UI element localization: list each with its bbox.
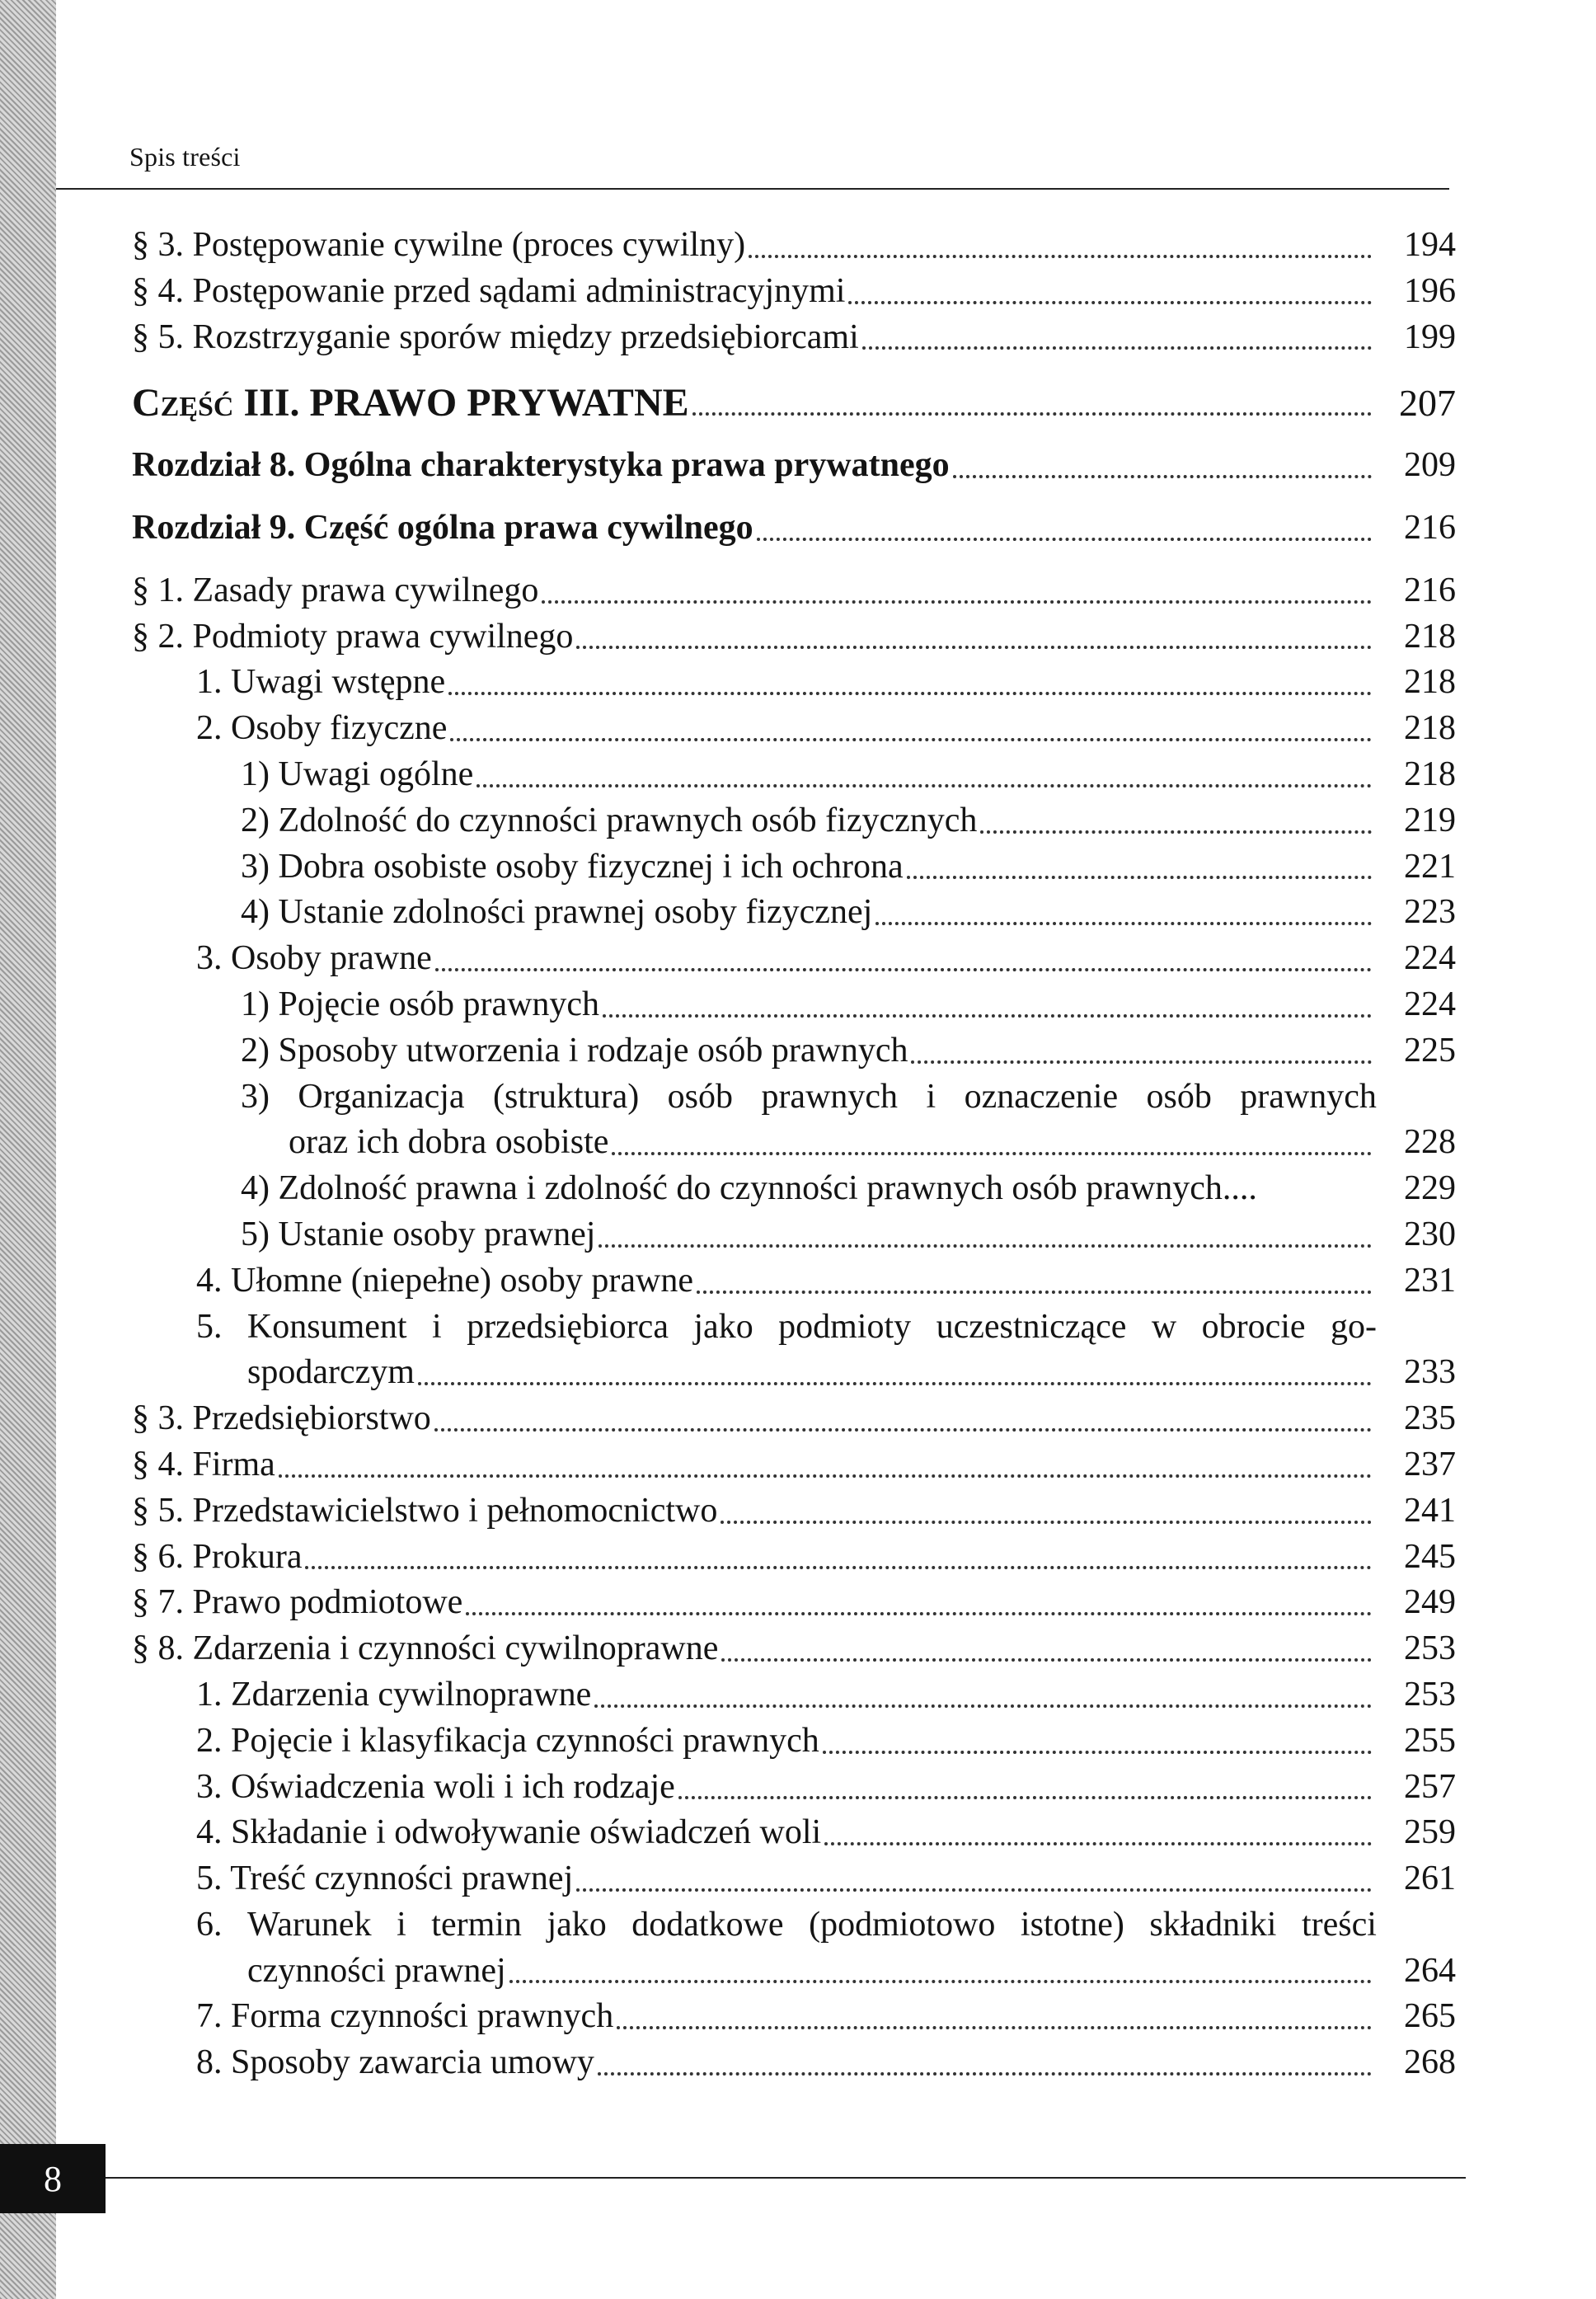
toc-entry-title: 5. Treść czynności prawnej: [196, 1859, 574, 1898]
toc-entry-page: 221: [1404, 847, 1456, 886]
toc-entry: [132, 936, 1456, 982]
toc-entry-title: 4) Ustanie zdolności prawnej osoby fizycznej: [241, 893, 873, 932]
toc-entry-title: 2) Zdolność do czynności prawnych osób fizycznych: [241, 801, 978, 839]
dot-leader: [757, 538, 1372, 541]
toc-entry-title: § 6. Prokura: [132, 1537, 303, 1576]
toc-chapter-heading: [132, 505, 1456, 552]
toc-entry: [132, 1994, 1456, 2040]
toc-entry: [132, 1396, 1456, 1442]
toc-entry-page: 268: [1404, 2043, 1456, 2082]
toc-entry-page: 231: [1404, 1261, 1456, 1300]
toc-entry: [132, 844, 1456, 891]
toc-entry-wrapped: [132, 1902, 1456, 1995]
toc-entry: [132, 1535, 1456, 1581]
toc-entry-title-line1: 6. Warunek i termin jako dodatkowe (podmiotowo istotne) składniki treści: [196, 1905, 1377, 1944]
toc-entry-page: 261: [1404, 1859, 1456, 1898]
footer-rule: [106, 2177, 1466, 2179]
toc-entry-page: 223: [1404, 893, 1456, 932]
dot-leader: [598, 1244, 1372, 1248]
dot-leader: [476, 784, 1372, 787]
toc-entry-title: § 8. Zdarzenia i czynności cywilnoprawne: [132, 1629, 719, 1668]
toc-entry-title: 2. Pojęcie i klasyfikacja czynności prawnych: [196, 1721, 819, 1760]
dot-leader: [749, 255, 1372, 258]
toc-entry: [132, 1258, 1456, 1305]
toc-entry-page: 259: [1404, 1813, 1456, 1852]
toc-entry-title: 4. Ułomne (niepełne) osoby prawne: [196, 1261, 693, 1300]
toc-entry-title: 3) Dobra osobiste osoby fizycznej i ich ochrona: [241, 847, 904, 886]
dot-leader: [824, 1842, 1372, 1845]
dot-leader: [692, 412, 1372, 416]
dot-leader: [598, 2072, 1372, 2076]
toc-entry-page: 207: [1399, 382, 1456, 425]
table-of-contents: [132, 223, 1456, 2086]
toc-part-heading: [132, 380, 1456, 426]
toc-entry-title: 1) Pojęcie osób prawnych: [241, 985, 600, 1023]
toc-entry-title: § 3. Postępowanie cywilne (proces cywilny): [132, 226, 746, 264]
page-number-box: 8: [0, 2144, 106, 2213]
dot-leader: [848, 301, 1372, 304]
toc-entry-page: 253: [1404, 1675, 1456, 1714]
toc-entry: [132, 1028, 1456, 1074]
toc-entry-page: 249: [1404, 1583, 1456, 1622]
dot-leader: [1260, 1198, 1372, 1201]
part-prefix: Część: [132, 381, 234, 425]
toc-entry: [132, 752, 1456, 798]
dot-leader: [466, 1612, 1372, 1615]
toc-entry-page: 218: [1404, 617, 1456, 656]
toc-entry-page: 219: [1404, 801, 1456, 839]
dot-leader: [542, 600, 1372, 604]
toc-entry-page: 216: [1404, 571, 1456, 609]
toc-entry-page: 228: [1404, 1123, 1456, 1162]
dot-leader: [594, 1704, 1372, 1708]
toc-entry-page: 237: [1404, 1445, 1456, 1483]
toc-entry: [132, 1442, 1456, 1488]
dot-leader: [721, 1521, 1372, 1524]
toc-entry-title: 5) Ustanie osoby prawnej: [241, 1215, 596, 1253]
toc-entry: [132, 660, 1456, 706]
toc-entry: [132, 1212, 1456, 1258]
toc-entry-page: 194: [1404, 226, 1456, 264]
toc-entry-page: 229: [1404, 1169, 1456, 1208]
toc-entry-title: 2. Osoby fizyczne: [196, 709, 448, 748]
dot-leader: [617, 2026, 1372, 2029]
dot-leader: [305, 1566, 1372, 1569]
toc-entry: [132, 223, 1456, 269]
toc-entry-page: 224: [1404, 939, 1456, 978]
toc-entry-title: Rozdział 9. Część ogólna prawa cywilnego: [132, 508, 753, 547]
toc-entry: [132, 1672, 1456, 1718]
dot-leader: [721, 1658, 1372, 1662]
toc-entry-title-line1: 3) Organizacja (struktura) osób prawnych i oznaczenie osób prawnych: [241, 1077, 1377, 1116]
dot-leader: [418, 1382, 1372, 1385]
toc-entry-wrapped: [132, 1305, 1456, 1397]
toc-entry-title: 4. Składanie i odwoływanie oświadczeń woli: [196, 1813, 822, 1852]
toc-entry-title: § 5. Rozstrzyganie sporów między przedsiębiorcami: [132, 317, 859, 356]
dot-leader: [907, 876, 1372, 879]
toc-entry-page: 264: [1404, 1951, 1456, 1990]
toc-entry-title: § 4. Postępowanie przed sądami administracyjnymi: [132, 271, 846, 310]
toc-entry-title: § 4. Firma: [132, 1445, 275, 1483]
dot-leader: [576, 646, 1372, 649]
part-title: III. PRAWO PRYWATNE: [243, 381, 689, 425]
toc-entry-title-line2: czynności prawnej: [247, 1951, 506, 1990]
toc-entry: [132, 1580, 1456, 1626]
toc-entry-title: § 5. Przedstawicielstwo i pełnomocnictwo: [132, 1491, 718, 1530]
toc-entry: [132, 1810, 1456, 1856]
dot-leader: [953, 475, 1372, 478]
toc-entry-page: 225: [1404, 1031, 1456, 1070]
toc-entry-title: § 1. Zasady prawa cywilnego: [132, 571, 539, 609]
toc-entry: [132, 614, 1456, 661]
toc-entry-title: 3. Osoby prawne: [196, 939, 432, 978]
toc-entry-title-line2: oraz ich dobra osobiste: [289, 1123, 609, 1162]
dot-leader: [823, 1751, 1372, 1754]
dot-leader: [697, 1291, 1372, 1294]
toc-entry: [132, 1718, 1456, 1765]
scan-edge-texture: [0, 0, 56, 2299]
toc-entry-page: 230: [1404, 1215, 1456, 1253]
dot-leader: [279, 1474, 1372, 1478]
toc-entry-page: 265: [1404, 1997, 1456, 2036]
toc-entry-page: 196: [1404, 271, 1456, 310]
toc-entry-title: 2) Sposoby utworzenia i rodzaje osób prawnych: [241, 1031, 908, 1070]
toc-entry-page: 257: [1404, 1767, 1456, 1806]
toc-entry-page: 241: [1404, 1491, 1456, 1530]
toc-entry-title: 1. Uwagi wstępne: [196, 663, 446, 702]
toc-entry: [132, 315, 1456, 361]
toc-entry-title: 1. Zdarzenia cywilnoprawne: [196, 1675, 592, 1714]
dot-leader: [434, 1428, 1372, 1432]
toc-entry-page: 224: [1404, 985, 1456, 1023]
toc-entry-title: 1) Uwagi ogólne: [241, 755, 474, 793]
toc-entry-title: Rozdział 8. Ogólna charakterystyka prawa prywatnego: [132, 446, 950, 485]
toc-entry-page: 233: [1404, 1353, 1456, 1392]
dot-leader: [450, 738, 1372, 741]
toc-entry-title: 8. Sposoby zawarcia umowy: [196, 2043, 594, 2082]
toc-entry: [132, 982, 1456, 1028]
toc-entry-title: § 7. Prawo podmiotowe: [132, 1583, 463, 1622]
dot-leader: [862, 346, 1372, 350]
toc-entry-title: 7. Forma czynności prawnych: [196, 1997, 614, 2036]
dot-leader: [875, 922, 1372, 925]
toc-entry-page: 216: [1404, 508, 1456, 547]
dot-leader: [911, 1060, 1372, 1064]
toc-entry: [132, 798, 1456, 844]
toc-entry-page: 199: [1404, 317, 1456, 356]
toc-entry-page: 253: [1404, 1629, 1456, 1668]
toc-entry-title: § 2. Podmioty prawa cywilnego: [132, 617, 574, 656]
toc-entry-page: 218: [1404, 663, 1456, 702]
toc-chapter-heading: [132, 443, 1456, 489]
toc-entry: [132, 1488, 1456, 1535]
toc-entry-title: 4) Zdolność prawna i zdolność do czynności prawnych osób prawnych....: [241, 1169, 1257, 1208]
toc-entry: [132, 1166, 1456, 1212]
toc-entry: [132, 568, 1456, 614]
dot-leader: [612, 1152, 1372, 1155]
toc-entry: [132, 269, 1456, 315]
toc-entry: [132, 890, 1456, 936]
header-rule: [56, 188, 1449, 190]
toc-entry-title: 3. Oświadczenia woli i ich rodzaje: [196, 1767, 675, 1806]
dot-leader: [576, 1888, 1372, 1892]
dot-leader: [435, 968, 1372, 971]
dot-leader: [980, 830, 1372, 834]
toc-entry-page: 218: [1404, 709, 1456, 748]
toc-entry-title-line1: 5. Konsument i przedsiębiorca jako podmioty uczestniczące w obrocie go-: [196, 1307, 1377, 1346]
dot-leader: [678, 1796, 1372, 1799]
dot-leader: [509, 1980, 1372, 1983]
toc-entry-page: 235: [1404, 1399, 1456, 1438]
dot-leader: [603, 1014, 1372, 1018]
toc-entry-title: § 3. Przedsiębiorstwo: [132, 1399, 431, 1438]
toc-entry-page: 209: [1404, 446, 1456, 485]
toc-entry: [132, 706, 1456, 752]
toc-entry: [132, 1626, 1456, 1672]
toc-entry-wrapped: [132, 1074, 1456, 1167]
dot-leader: [448, 692, 1372, 695]
toc-entry: [132, 1856, 1456, 1902]
toc-entry-page: 218: [1404, 755, 1456, 793]
toc-entry-title-line2: spodarczym: [247, 1353, 415, 1392]
toc-entry: [132, 1765, 1456, 1811]
toc-entry-page: 245: [1404, 1537, 1456, 1576]
running-header: Spis treści: [129, 142, 241, 172]
toc-entry-page: 255: [1404, 1721, 1456, 1760]
toc-entry: [132, 2040, 1456, 2086]
